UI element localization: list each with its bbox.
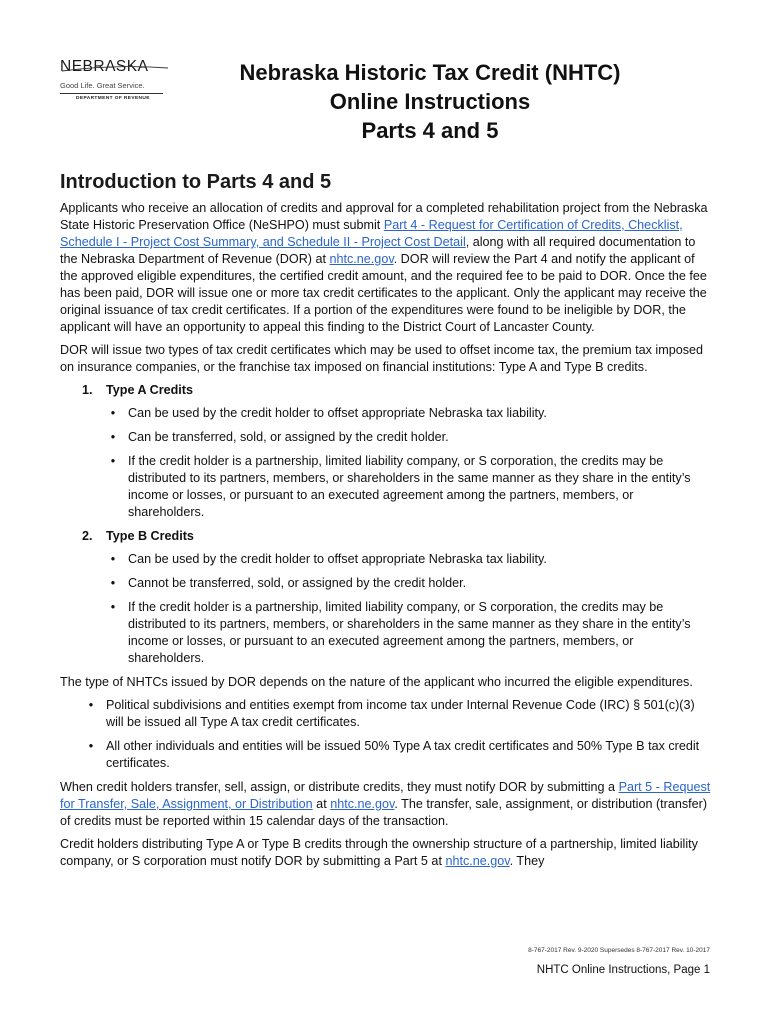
bullet-icon: • <box>110 552 116 566</box>
document-body <box>60 200 712 876</box>
logo-divider <box>60 93 163 94</box>
nhtc-site-link[interactable]: nhtc.ne.gov <box>330 797 395 811</box>
form-revision-code: 8-767-2017 Rev. 9-2020 Supersedes 8-767-2017 Rev. 10-2017 <box>528 947 710 954</box>
list-item: • Can be transferred, sold, or assigned by the credit holder. <box>60 429 712 446</box>
list-item: • If the credit holder is a partnership, limited liability company, or S corporation, the credits may be distributed to its partners, members, or shareholders in the same manner as they share in the entity’s income or losses, or pursuant to an executed agreement among the partners, members, or shareholders. <box>60 453 712 521</box>
part4-form-link[interactable]: Part 4 - Request for Certification of Credits, Checklist, Schedule I - Project Cost Summary, and Schedule II - Project Cost Detail <box>60 218 683 249</box>
bullet-icon: • <box>110 600 116 614</box>
nhtc-site-link[interactable]: nhtc.ne.gov <box>329 252 394 266</box>
logo-tagline: Good Life. Great Service. <box>60 81 145 90</box>
bullet-icon: • <box>88 698 94 712</box>
bullet-icon: • <box>110 576 116 590</box>
list-number: 2. <box>82 529 93 543</box>
title-line-1: Nebraska Historic Tax Credit (NHTC) <box>239 60 621 85</box>
list-item: • Cannot be transferred, sold, or assigned by the credit holder. <box>60 575 712 592</box>
logo-wordmark: NEBRASKA <box>60 58 170 75</box>
list-item: • If the credit holder is a partnership, limited liability company, or S corporation, the credits may be distributed to its partners, members, or shareholders in the same manner as they share in the entity’s income or losses, or pursuant to an executed agreement among the partners, members, or shareholders. <box>60 599 712 667</box>
intro-paragraph: Applicants who receive an allocation of credits and approval for a completed rehabilitation project from the Nebraska State Historic Preservation Office (NeSHPO) must submit Part 4 - Request for Certification of Credits, Checklist, Schedule I - Project Cost Summary, and Schedule II - Project Cost Detail, along with all required documentation to the Nebraska Department of Revenue (DOR) at nhtc.ne.gov. DOR will review the Part 4 and notify the applicant of the approved eligible expenditures, the certified credit amount, and the required fee to be paid to DOR. Once the fee has been paid, DOR will issue one or more tax credit certificates to the applicant. Only the applicant may receive the original issuance of tax credit certificates. If a portion of the expenditures were found to be ineligible by DOR, the applicant will have an opportunity to appeal this finding to the District Court of Lancaster County. <box>60 201 708 334</box>
list-item: • Political subdivisions and entities exempt from income tax under Internal Revenue Code (IRC) § 501(c)(3) will be issued all Type A tax credit certificates. <box>60 697 712 731</box>
type-a-bullet-list <box>60 405 712 521</box>
bullet-icon: • <box>110 406 116 420</box>
type-b-title: Type B Credits <box>106 529 194 543</box>
page-footer: NHTC Online Instructions, Page 1 <box>536 964 710 976</box>
type-a-title: Type A Credits <box>106 383 194 397</box>
transfer-paragraph: When credit holders transfer, sell, assign, or distribute credits, they must notify DOR by submitting a Part 5 - Request for Transfer, Sale, Assignment, or Distribution at nhtc.ne.gov. The transfer, sale, assignment, or distribution (transfer) of credits must be reported within 15 calendar days of the transaction. <box>60 780 711 828</box>
nhtc-type-paragraph: The type of NHTCs issued by DOR depends on the nature of the applicant who incurred the eligible expenditures. <box>60 675 693 689</box>
nebraska-dor-logo <box>60 58 170 101</box>
type-b-bullet-list <box>60 551 712 667</box>
type-a-heading <box>82 382 712 399</box>
section-heading: Introduction to Parts 4 and 5 <box>60 171 332 193</box>
bullet-icon: • <box>110 430 116 444</box>
credit-types-paragraph: DOR will issue two types of tax credit certificates which may be used to offset income tax, the premium tax imposed on insurance companies, or the franchise tax imposed on financial institutions: Type A and Type B credits. <box>60 343 704 374</box>
list-item: • All other individuals and entities will be issued 50% Type A tax credit certificates and 50% Type B tax credit certificates. <box>60 738 712 772</box>
bullet-icon: • <box>110 454 116 468</box>
title-line-3: Parts 4 and 5 <box>361 118 499 143</box>
document-title <box>188 58 672 145</box>
logo-department: DEPARTMENT OF REVENUE <box>76 96 150 101</box>
bullet-icon: • <box>88 739 94 753</box>
title-line-2: Online Instructions <box>329 89 531 114</box>
issuance-bullet-list <box>60 697 712 772</box>
type-b-heading <box>82 528 712 545</box>
nhtc-site-link[interactable]: nhtc.ne.gov <box>445 854 510 868</box>
distribution-paragraph: Credit holders distributing Type A or Type B credits through the ownership structure of a partnership, limited liability company, or S corporation must notify DOR by submitting a Part 5 at nhtc.ne.gov. They <box>60 837 698 868</box>
list-number: 1. <box>82 383 93 397</box>
part5-form-link[interactable]: Part 5 - Request for Transfer, Sale, Assignment, or Distribution <box>60 780 711 811</box>
logo-swoosh-icon <box>60 65 170 73</box>
list-item: • Can be used by the credit holder to offset appropriate Nebraska tax liability. <box>60 405 712 422</box>
list-item: • Can be used by the credit holder to offset appropriate Nebraska tax liability. <box>60 551 712 568</box>
